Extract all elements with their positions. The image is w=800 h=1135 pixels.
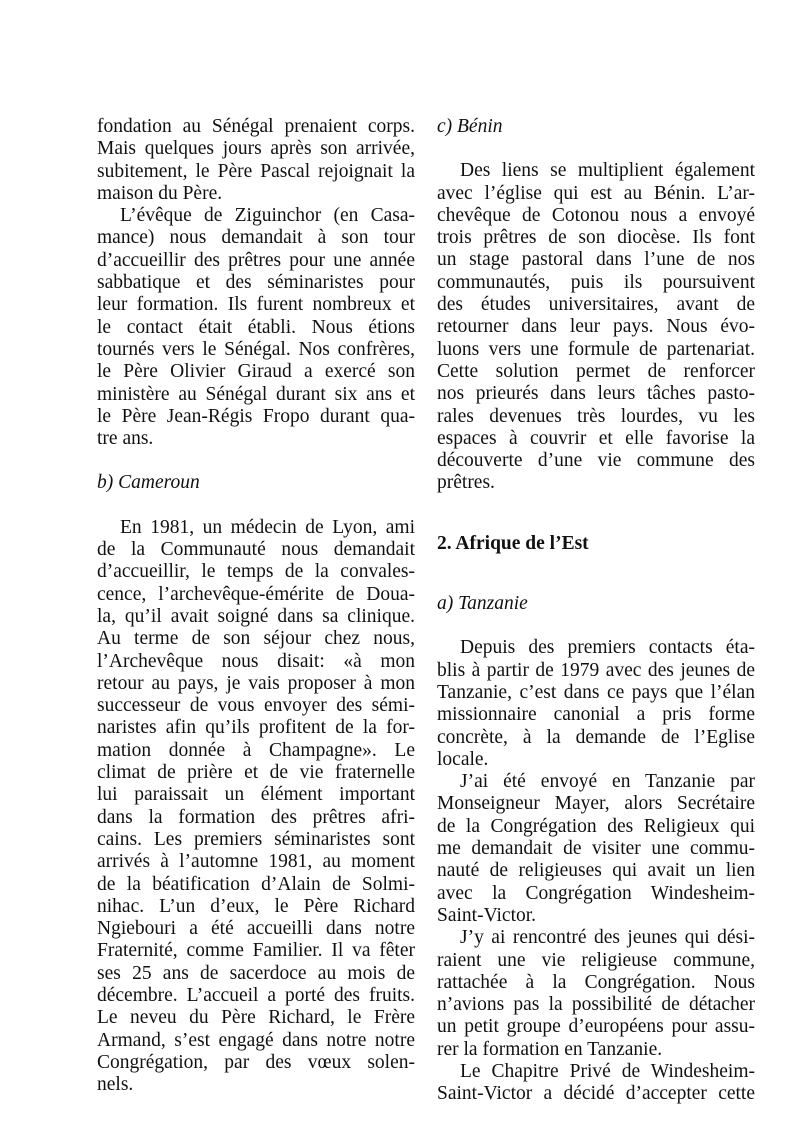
text-line: d’accueillir des prêtres pour une année <box>97 249 415 271</box>
text-line: rer la formation en Tanzanie. <box>437 1038 663 1060</box>
text-line: chevêque de Cotonou nous a envoyé <box>437 204 755 226</box>
text-line: la, qu’il avait soigné dans sa clinique. <box>97 605 415 627</box>
text-line: nauté de religieuses qui avait un lien <box>437 860 755 882</box>
text-line: le contact était établi. Nous étions <box>97 316 415 338</box>
text-line: un petit groupe d’européens pour assu- <box>437 1016 755 1038</box>
text-line: sabbatique et des séminaristes pour <box>97 272 415 294</box>
text-line: tre ans. <box>97 428 154 450</box>
text-line: le Père Olivier Giraud a exercé son <box>97 361 415 383</box>
text-line: raient une vie religieuse commune, <box>437 949 755 971</box>
paragraph <box>97 205 415 450</box>
text-line: Tanzanie, c’est dans ce pays que l’élan <box>437 681 755 703</box>
text-line: me demandait de visiter une commu- <box>437 838 755 860</box>
text-line: le Père Jean-Régis Fropo durant qua- <box>97 405 415 427</box>
subheading-benin: c) Bénin <box>437 116 503 137</box>
text-line: Monseigneur Mayer, alors Secrétaire <box>437 793 755 815</box>
text-line: En 1981, un médecin de Lyon, ami <box>120 516 415 538</box>
text-line: cence, l’archevêque-émérite de Doua- <box>97 583 415 605</box>
text-line: L’évêque de Ziguinchor (en Casa- <box>120 205 415 227</box>
text-line: climat de prière et de vie fraternelle <box>97 762 415 784</box>
text-line: trois prêtres de son diocèse. Ils font <box>437 227 755 249</box>
text-line: avec l’église qui est au Bénin. L’ar- <box>437 182 755 204</box>
text-line: ministère au Sénégal durant six ans et <box>97 383 415 405</box>
text-line: J’y ai rencontré des jeunes qui dési- <box>460 927 755 949</box>
text-line: Le Chapitre Privé de Windesheim- <box>460 1060 755 1082</box>
text-line: dans la formation des prêtres afri- <box>97 806 415 828</box>
text-line: communautés, puis ils poursuivent <box>437 271 755 293</box>
text-line: maison du Père. <box>97 182 223 204</box>
text-line: de la Communauté nous demandait <box>97 539 415 561</box>
text-line: nihac. L’un d’eux, le Père Richard <box>97 895 415 917</box>
subheading-cameroun: b) Cameroun <box>97 472 200 494</box>
text-line: n’avions pas la possibilité de détacher <box>437 994 755 1016</box>
text-line: subitement, le Père Pascal rejoignait la <box>97 160 415 182</box>
text-line: découverte d’une vie commune des <box>437 450 755 472</box>
text-line: Ngiebouri a été accueilli dans notre <box>97 918 415 940</box>
text-line: Saint-Victor a décidé d’accepter cette <box>437 1083 755 1105</box>
text-line: avec la Congrégation Windesheim- <box>437 882 755 904</box>
subheading-tanzanie: a) Tanzanie <box>437 593 528 615</box>
text-line: fondation au Sénégal prenaient corps. <box>97 116 415 137</box>
paragraph <box>437 927 755 1061</box>
text-line: mation donnée à Champagne». Le <box>97 739 415 761</box>
text-line: des études universitaires, avant de <box>437 294 755 316</box>
paragraph <box>437 160 755 494</box>
text-line: Saint-Victor. <box>437 904 537 926</box>
text-line: mance) nous demandait à son tour <box>97 227 415 249</box>
text-line: un stage pastoral dans l’une de nos <box>437 249 755 271</box>
text-line: d’accueillir, le temps de la convales- <box>97 561 415 583</box>
text-line: Congrégation, par des vœux solen- <box>97 1051 415 1073</box>
text-line: nels. <box>97 1074 134 1096</box>
text-line: concrète, à la demande de l’Eglise <box>437 726 755 748</box>
text-line: tournés vers le Sénégal. Nos confrères, <box>97 338 415 360</box>
text-line: retour au pays, je vais proposer à mon <box>97 672 415 694</box>
text-line: Armand, s’est engagé dans notre notre <box>97 1029 415 1051</box>
section-heading-afrique-est: 2. Afrique de l’Est <box>437 532 589 554</box>
text-line: Mais quelques jours après son arrivée, <box>97 138 415 160</box>
text-line: naristes afin qu’ils profitent de la for- <box>97 717 415 739</box>
text-line: décembre. L’accueil a porté des fruits. <box>97 984 415 1006</box>
paragraph <box>437 637 755 771</box>
paragraph <box>97 517 415 1097</box>
text-line: luons vers une formule de partenariat. <box>437 338 755 360</box>
text-line: Fraternité, comme Familier. Il va fêter <box>97 940 415 962</box>
paragraph <box>437 771 755 927</box>
text-line: J’ai été envoyé en Tanzanie par <box>460 771 755 793</box>
right-column <box>437 116 755 1106</box>
text-line: leur formation. Ils furent nombreux et <box>97 294 415 316</box>
text-line: cains. Les premiers séminaristes sont <box>97 828 415 850</box>
text-line: de la Congrégation des Religieux qui <box>437 815 755 837</box>
text-line: Depuis des premiers contacts éta- <box>460 637 755 659</box>
paragraph <box>97 116 415 205</box>
text-line: Le neveu du Père Richard, le Frère <box>97 1007 415 1029</box>
text-line: Au terme de son séjour chez nous, <box>97 628 415 650</box>
text-line: rales devenues très lourdes, vu les <box>437 405 755 427</box>
text-line: retourner dans leur pays. Nous évo- <box>437 316 755 338</box>
text-line: blis à partir de 1979 avec des jeunes de <box>437 659 755 681</box>
text-line: prêtres. <box>437 472 495 494</box>
text-line: l’Archevêque nous disait: «à mon <box>97 650 415 672</box>
text-line: Des liens se multiplient également <box>460 160 755 182</box>
text-line: ses 25 ans de sacerdoce au mois de <box>97 962 415 984</box>
text-line: locale. <box>437 748 489 770</box>
text-line: de la béatification d’Alain de Solmi- <box>97 873 415 895</box>
text-line: espaces à couvrir et elle favorise la <box>437 427 755 449</box>
left-column <box>97 116 415 1096</box>
text-line: nos prieurés dans leurs tâches pasto- <box>437 383 755 405</box>
text-line: arrivés à l’automne 1981, au moment <box>97 851 415 873</box>
paragraph <box>437 1061 755 1106</box>
text-line: Cette solution permet de renforcer <box>437 360 755 382</box>
text-line: successeur de vous envoyer des sémi- <box>97 695 415 717</box>
text-line: lui paraissait un élément important <box>97 784 415 806</box>
text-line: missionnaire canonial a pris forme <box>437 704 755 726</box>
text-line: rattachée à la Congrégation. Nous <box>437 971 755 993</box>
